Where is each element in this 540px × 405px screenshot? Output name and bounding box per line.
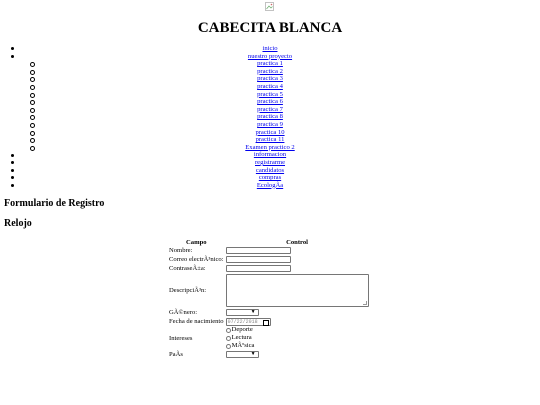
- radio-lectura[interactable]: [226, 336, 231, 341]
- nav-item-candidatos: [0, 167, 540, 175]
- subnav-item: [0, 121, 540, 129]
- subnav-link-examen[interactable]: Examen practico 2: [245, 143, 295, 151]
- subnav-item: [0, 98, 540, 106]
- subnav-item: [0, 106, 540, 114]
- password-input[interactable]: [226, 265, 291, 272]
- birth-date-value: 07/22/2018: [227, 318, 258, 325]
- nav-link-candidatos[interactable]: candidatos: [255, 166, 285, 174]
- subnav-item: [0, 144, 540, 152]
- subnav-link-practica-10[interactable]: practica 10: [255, 128, 285, 136]
- interest-label: Deporte: [231, 326, 253, 333]
- nav-link-compras[interactable]: compras: [258, 174, 282, 182]
- radio-deporte[interactable]: [226, 328, 231, 333]
- subnav-link-practica-5[interactable]: practica 5: [257, 90, 283, 98]
- nav-item-ecologia: [0, 182, 540, 190]
- site-title: CABECITA BLANCA: [197, 20, 343, 36]
- country-label: PaÃs: [169, 351, 183, 358]
- description-textarea[interactable]: [226, 274, 369, 307]
- broken-image-icon: [265, 2, 274, 11]
- subnav-link-practica-7[interactable]: practica 7: [257, 105, 283, 113]
- subnav-item: [0, 60, 540, 68]
- gender-select[interactable]: [226, 309, 259, 316]
- nav-item-inicio: [0, 45, 540, 53]
- email-label: Correo electrÃ³nico:: [169, 256, 224, 263]
- nav-item-compras: [0, 174, 540, 182]
- subnav-item: [0, 113, 540, 121]
- subnav-link-practica-8[interactable]: practica 8: [257, 113, 283, 121]
- interest-option: [226, 326, 369, 334]
- birth-date-input[interactable]: [226, 318, 271, 326]
- col-header-control: Control: [286, 238, 308, 246]
- nav-link-registrarme[interactable]: registrarme: [254, 158, 286, 166]
- subnav-link-practica-6[interactable]: practica 6: [257, 98, 283, 106]
- description-label: DescripciÃ³n:: [169, 287, 207, 294]
- form-heading: Formulario de Registro: [4, 198, 105, 209]
- subnav-link-practica-9[interactable]: practica 9: [257, 120, 283, 128]
- nav-link-informacion[interactable]: informacion: [253, 151, 287, 159]
- password-label: ContraseÃ±a:: [169, 265, 206, 272]
- interest-option: [226, 334, 369, 342]
- nav-item-proyecto: [0, 53, 540, 61]
- clock-heading: Relojo: [4, 218, 32, 229]
- main-nav: [0, 45, 540, 189]
- interests-label: Intereses: [169, 334, 193, 342]
- gender-label: GÃ©nero:: [169, 309, 198, 316]
- subnav-item: [0, 75, 540, 83]
- subnav-item: [0, 136, 540, 144]
- col-header-field: Campo: [186, 238, 207, 246]
- interest-label: Lectura: [231, 334, 252, 341]
- subnav-item: [0, 129, 540, 137]
- subnav-item: [0, 83, 540, 91]
- nav-link-proyecto[interactable]: nuestro proyecto: [247, 52, 293, 60]
- chevron-down-icon: ▼: [250, 310, 256, 315]
- subnav-link-practica-3[interactable]: practica 3: [257, 75, 283, 83]
- email-input[interactable]: [226, 256, 291, 263]
- nav-link-ecologia[interactable]: EcologÃa: [256, 181, 284, 189]
- subnav-link-practica-2[interactable]: practica 2: [257, 67, 283, 75]
- nav-link-inicio[interactable]: inicio: [262, 45, 278, 52]
- subnav-link-practica-11[interactable]: practica 11: [255, 136, 285, 144]
- radio-musica[interactable]: [226, 344, 231, 349]
- subnav-link-practica-4[interactable]: practica 4: [257, 82, 283, 90]
- subnav-link-practica-1[interactable]: practica 1: [257, 60, 283, 68]
- name-input[interactable]: [226, 247, 291, 254]
- birth-label: Fecha de nacimiento: [169, 318, 224, 325]
- calendar-icon: [263, 320, 269, 326]
- chevron-down-icon: ▼: [250, 352, 256, 357]
- interest-option: [226, 342, 369, 350]
- country-select[interactable]: [226, 351, 259, 358]
- subnav-item: [0, 68, 540, 76]
- nav-item-informacion: [0, 151, 540, 159]
- nav-item-registrarme: [0, 159, 540, 167]
- name-label: Nombre:: [169, 247, 193, 254]
- registration-form: [168, 238, 370, 359]
- subnav-item: [0, 91, 540, 99]
- interest-label: MÃºsica: [231, 342, 255, 349]
